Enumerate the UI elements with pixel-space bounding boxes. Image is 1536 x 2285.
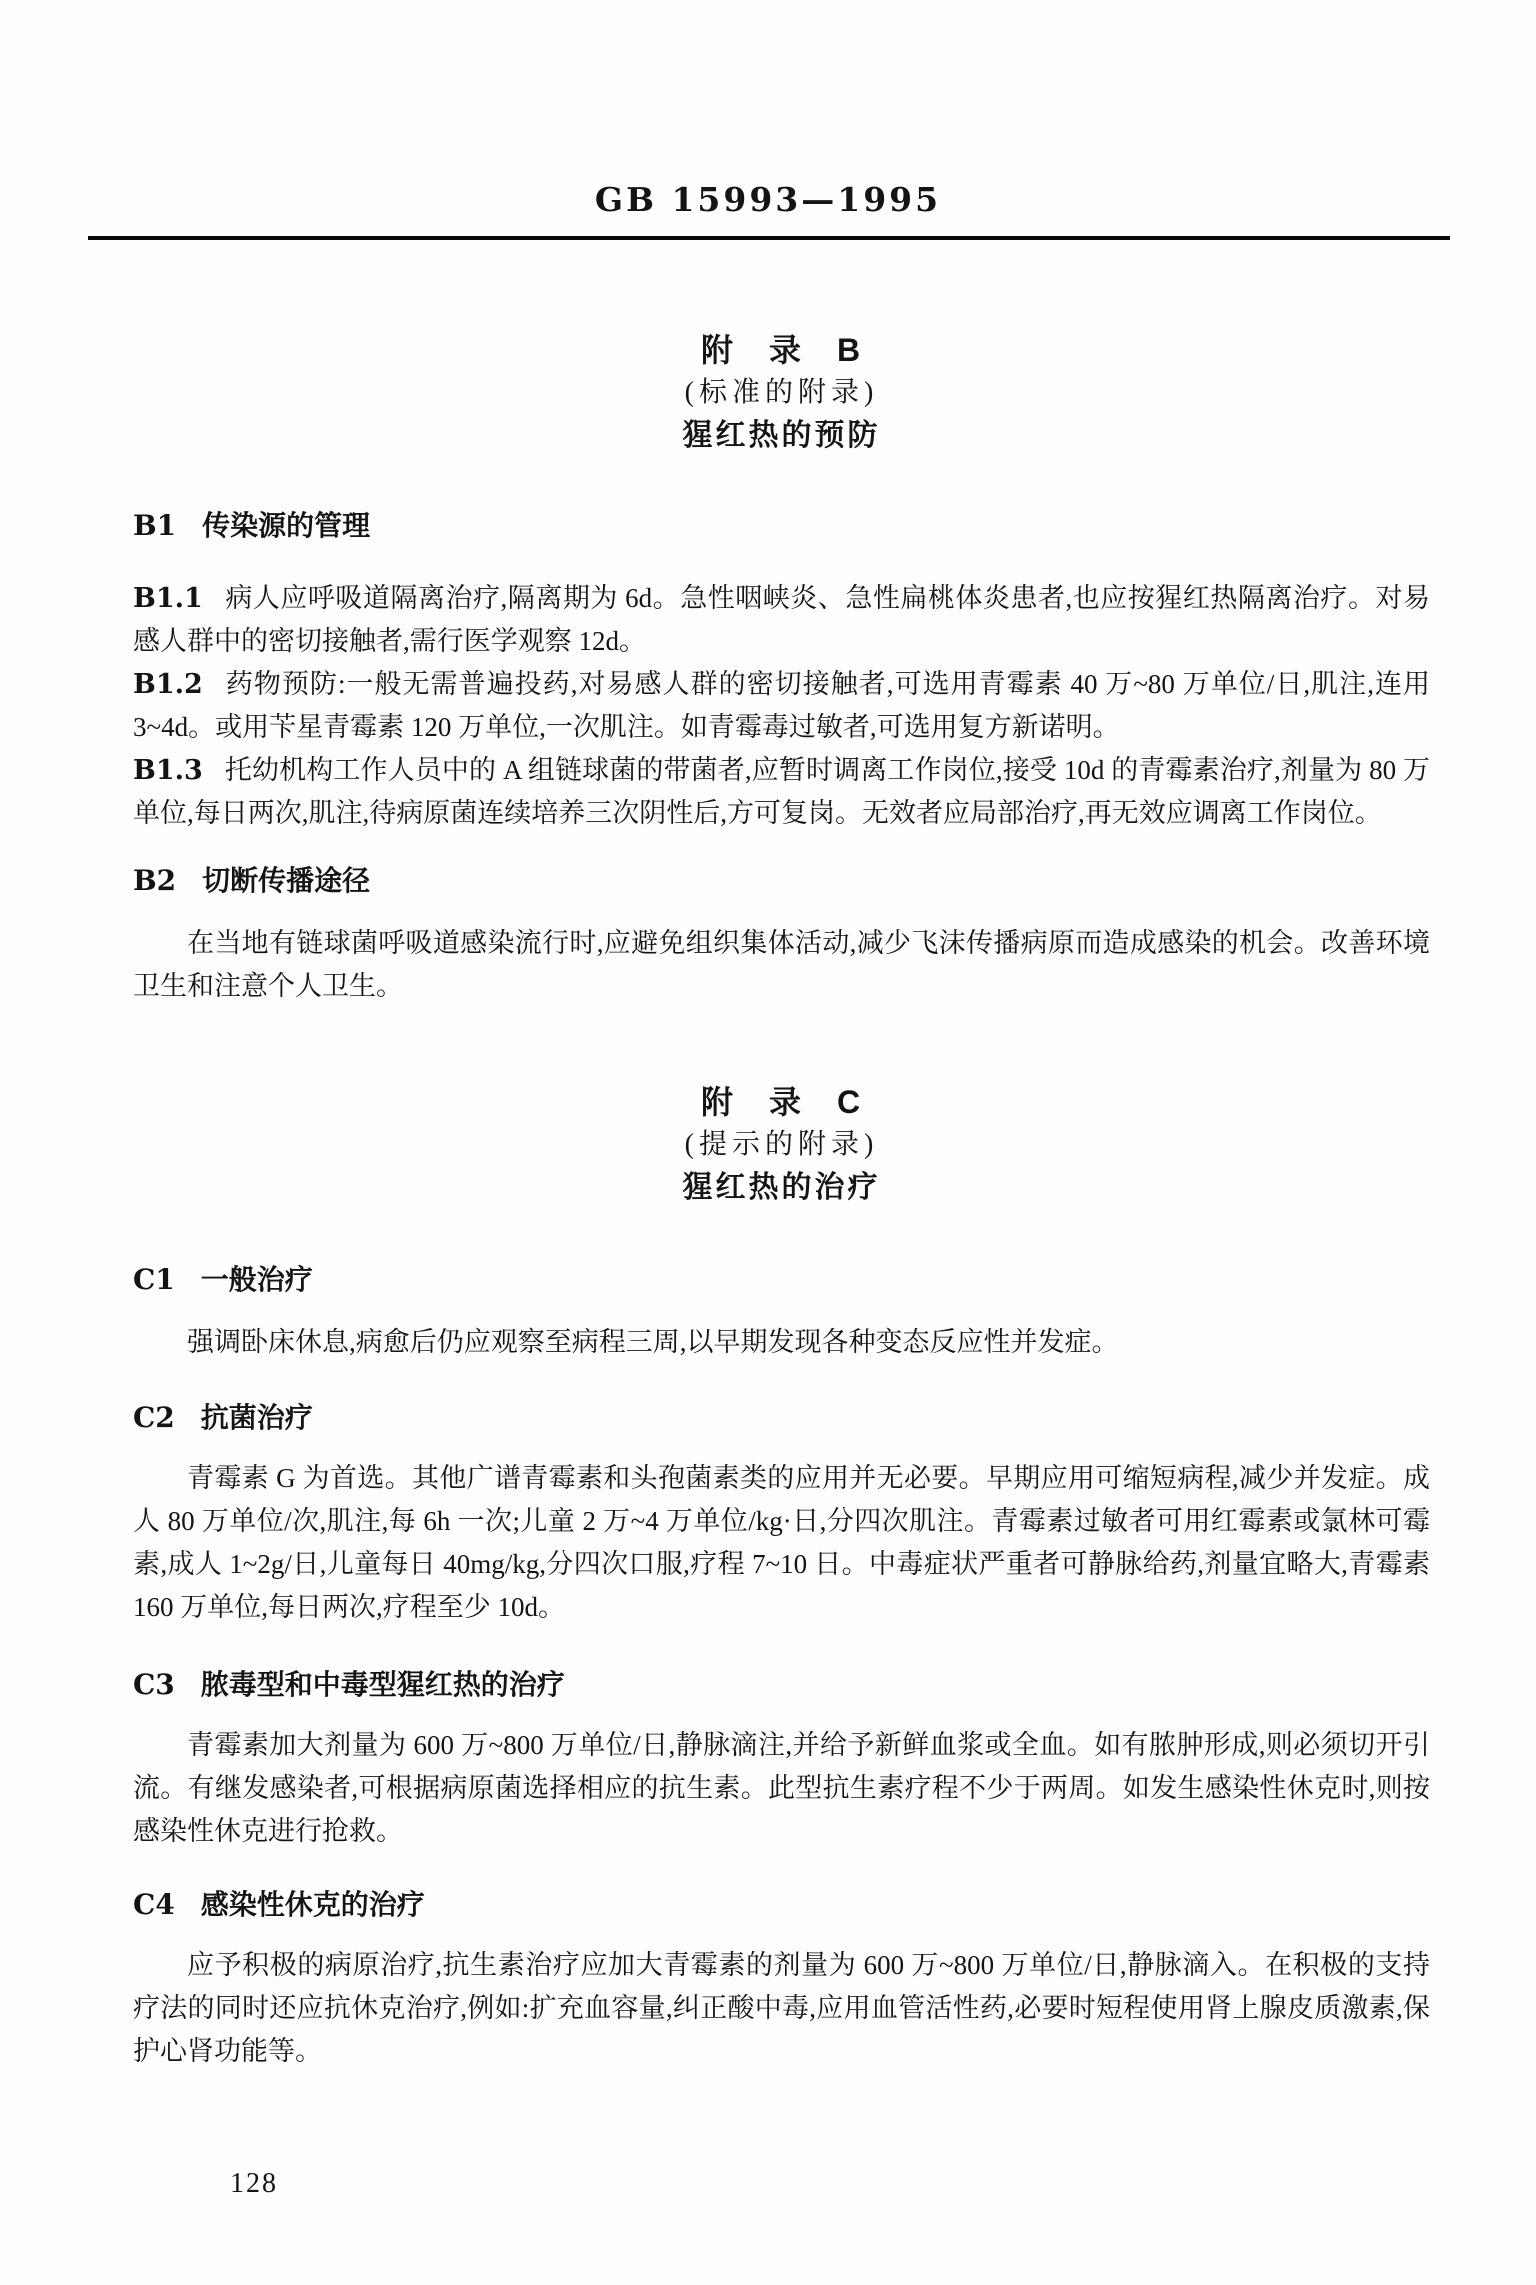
section-id-b1: B1 — [133, 509, 177, 542]
section-id-c1: C1 — [133, 1263, 175, 1296]
appendix-c-header — [133, 1080, 1430, 1210]
page-number: 128 — [230, 2168, 278, 2199]
appendix-c-subtitle: (提示的附录) — [684, 1129, 879, 1160]
section-id-c4: C4 — [133, 1888, 175, 1921]
section-id-c3: C3 — [133, 1668, 175, 1701]
section-title-c1: 一般治疗 — [200, 1264, 313, 1295]
section-heading-b1 — [133, 508, 1430, 543]
appendix-b-header — [133, 328, 1430, 458]
appendix-b-subtitle: (标准的附录) — [684, 377, 879, 408]
paragraph-c1: 强调卧床休息,病愈后仍应观察至病程三周,以早期发现各种变态反应性并发症。 — [187, 1327, 1119, 1357]
clause-b1-2 — [133, 663, 1430, 749]
appendix-b-title: 附 录 B — [700, 332, 863, 368]
appendix-c-title: 附 录 C — [700, 1084, 863, 1120]
clause-text-b1-1: 病人应呼吸道隔离治疗,隔离期为 6d。急性咽峡炎、急性扁桃体炎患者,也应按猩红热隔离治疗。对易感人群中的密切接触者,需行医学观察 12d。 — [133, 583, 1430, 656]
clause-id-b1-3: B1.3 — [133, 755, 203, 786]
clause-b1-3 — [133, 749, 1430, 835]
section-heading-c3 — [133, 1667, 1430, 1702]
clause-text-b1-3: 托幼机构工作人员中的 A 组链球菌的带菌者,应暂时调离工作岗位,接受 10d 的青霉素治疗,剂量为 80 万单位,每日两次,肌注,待病原菌连续培养三次阴性后,方可复岗。无效者应局部治疗,再无效应调离工作岗位。 — [133, 755, 1430, 828]
paragraph-c4: 应予积极的病原治疗,抗生素治疗应加大青霉素的剂量为 600 万~800 万单位/日,静脉滴入。在积极的支持疗法的同时还应抗休克治疗,例如:扩充血容量,纠正酸中毒,应用血管活性药,必要时短程使用肾上腺皮质激素,保护心肾功能等。 — [133, 1950, 1430, 2066]
appendix-c-subject: 猩红热的治疗 — [682, 1171, 881, 1204]
appendix-b-subject: 猩红热的预防 — [682, 419, 881, 452]
section-heading-c4 — [133, 1887, 1430, 1922]
section-heading-c2 — [133, 1400, 1430, 1435]
clause-block-b1 — [133, 577, 1430, 835]
paragraph-b2: 在当地有链球菌呼吸道感染流行时,应避免组织集体活动,减少飞沫传播病原而造成感染的机会。改善环境卫生和注意个人卫生。 — [133, 928, 1430, 1001]
section-title-c3: 脓毒型和中毒型猩红热的治疗 — [200, 1669, 565, 1700]
paragraph-c3: 青霉素加大剂量为 600 万~800 万单位/日,静脉滴注,并给予新鲜血浆或全血。如有脓肿形成,则必须切开引流。有继发感染者,可根据病原菌选择相应的抗生素。此型抗生素疗程不少于两周。如发生感染性休克时,则按感染性休克进行抢救。 — [133, 1730, 1430, 1846]
section-id-b2: B2 — [133, 864, 177, 897]
section-title-c4: 感染性休克的治疗 — [200, 1889, 425, 1920]
clause-id-b1-1: B1.1 — [133, 583, 203, 614]
section-title-c2: 抗菌治疗 — [200, 1402, 313, 1433]
clause-text-b1-2: 药物预防:一般无需普遍投药,对易感人群的密切接触者,可选用青霉素 40 万~80 万单位/日,肌注,连用 3~4d。或用苄星青霉素 120 万单位,一次肌注。如青霉毒过敏者,可选用复方新诺明。 — [133, 669, 1430, 742]
doc-number: GB 15993—1995 — [594, 180, 942, 219]
section-heading-c1 — [133, 1262, 1430, 1297]
section-heading-b2 — [133, 863, 1430, 898]
clause-b1-1 — [133, 577, 1430, 663]
clause-id-b1-2: B1.2 — [133, 669, 203, 700]
section-id-c2: C2 — [133, 1401, 175, 1434]
page-content — [0, 328, 1536, 2073]
section-title-b1: 传染源的管理 — [202, 510, 371, 541]
section-title-b2: 切断传播途径 — [202, 865, 371, 896]
paragraph-c2: 青霉素 G 为首选。其他广谱青霉素和头孢菌素类的应用并无必要。早期应用可缩短病程,减少并发症。成人 80 万单位/次,肌注,每 6h 一次;儿童 2 万~4 万单位/kg·日,分四次肌注。青霉素过敏者可用红霉素或氯林可霉素,成人 1~2g/日,儿童每日 40mg/kg,分四次口服,疗程 7~10 日。中毒症状严重者可静脉给药,剂量宜略大,青霉素 160 万单位,每日两次,疗程至少 10d。 — [133, 1463, 1430, 1622]
header-rule — [88, 236, 1450, 240]
